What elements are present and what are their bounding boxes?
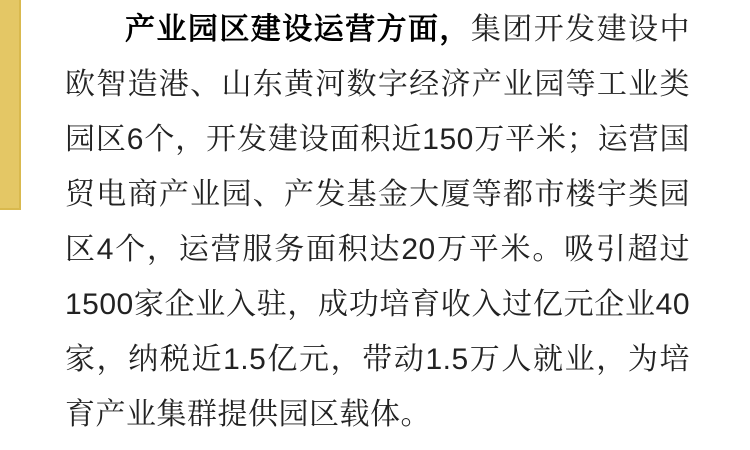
paragraph-body: 集团开发建设中欧智造港、山东黄河数字经济产业园等工业类园区6个，开发建设面积近150万平米；运营国贸电商产业园、产发基金大厦等都市楼宇类园区4个，运营服务面积达20万平米。吸引超过1500家企业入驻，成功培育收入过亿元企业40家，纳税近1.5亿元，带动1.5万人就业，为培育产业集群提供园区载体。 (65, 13, 691, 431)
industrial-park-paragraph (65, 2, 690, 442)
text-content (65, 2, 690, 442)
paragraph-lead-bold: 产业园区建设运营方面， (125, 13, 471, 46)
accent-bar (0, 0, 21, 210)
